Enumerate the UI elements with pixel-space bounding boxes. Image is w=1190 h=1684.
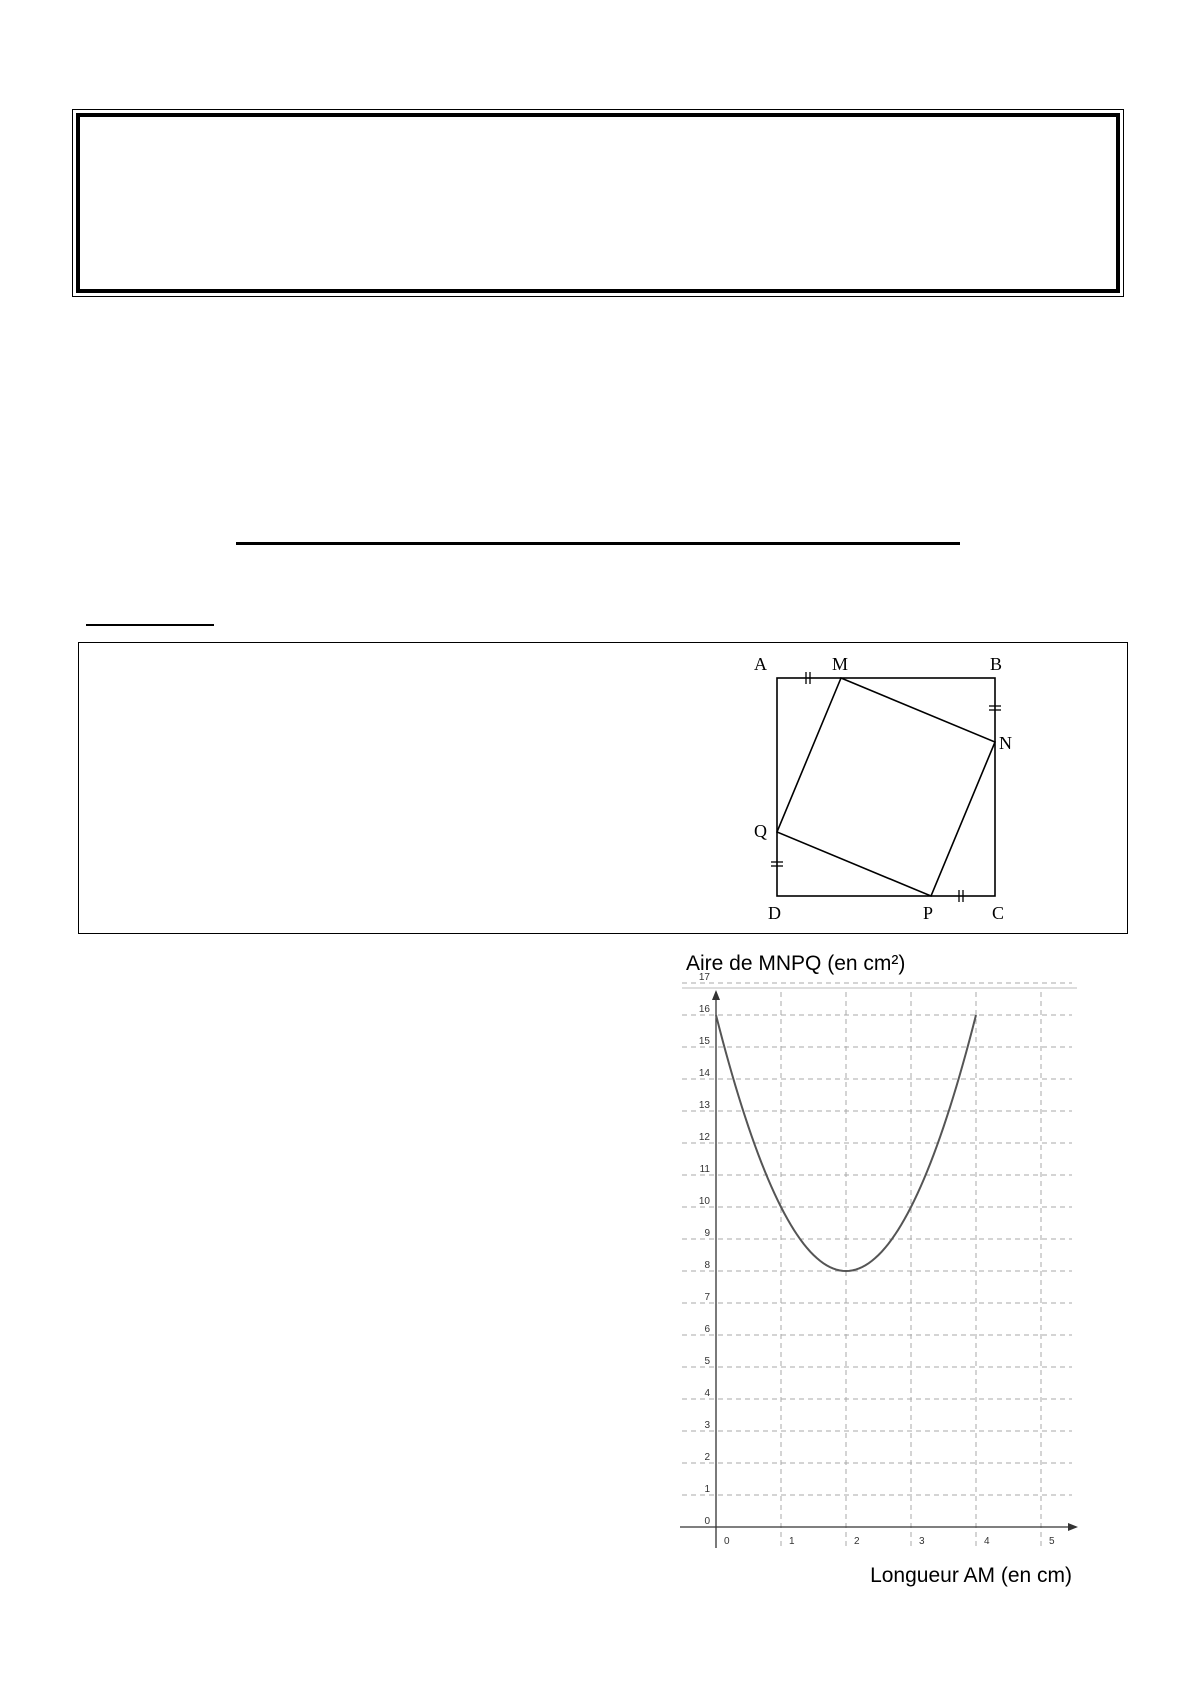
- y-tick-label: 14: [698, 1068, 710, 1079]
- x-tick-label: 2: [854, 1536, 860, 1547]
- area-chart: [672, 948, 1082, 1594]
- x-tick-label: 0: [724, 1536, 730, 1547]
- y-tick-label: 15: [698, 1036, 710, 1047]
- x-tick-label: 1: [789, 1536, 795, 1547]
- y-tick-label: 11: [699, 1164, 710, 1175]
- label-q: Q: [754, 821, 767, 841]
- y-tick-label: 0: [704, 1516, 710, 1527]
- x-axis-arrow: [1068, 1523, 1078, 1531]
- header-box: [76, 113, 1120, 293]
- x-tick-label: 4: [984, 1536, 990, 1547]
- y-tick-label: 6: [704, 1324, 710, 1335]
- x-tick-labels: [724, 1536, 1055, 1547]
- square-abcd: [777, 678, 995, 896]
- label-m: M: [832, 654, 849, 674]
- label-a: A: [754, 654, 767, 674]
- y-tick-label: 8: [704, 1260, 710, 1271]
- label-d: D: [768, 903, 781, 923]
- x-tick-label: 5: [1049, 1536, 1055, 1547]
- label-c: C: [992, 903, 1005, 923]
- label-p: P: [923, 903, 934, 923]
- chart-title: Aire de MNPQ (en cm²): [686, 952, 906, 975]
- y-tick-label: 17: [698, 972, 710, 983]
- title-underline: [236, 542, 960, 545]
- y-tick-label: 4: [704, 1388, 710, 1399]
- square-mnpq: [777, 678, 995, 896]
- x-tick-label: 3: [919, 1536, 925, 1547]
- y-tick-label: 7: [704, 1292, 710, 1303]
- y-axis-arrow: [712, 990, 720, 1000]
- square-figure: [740, 648, 1040, 933]
- x-axis-label: Longueur AM (en cm): [870, 1564, 1072, 1587]
- section-heading-underline: [86, 624, 214, 626]
- y-tick-label: 5: [704, 1356, 710, 1367]
- label-n: N: [999, 733, 1012, 753]
- chart-grid: [682, 983, 1077, 1548]
- y-tick-label: 12: [698, 1132, 710, 1143]
- y-tick-label: 3: [704, 1420, 710, 1431]
- y-tick-label: 9: [704, 1228, 710, 1239]
- label-b: B: [990, 654, 1003, 674]
- y-tick-labels: [699, 972, 711, 1527]
- chart-axes: [680, 990, 1078, 1548]
- y-tick-label: 1: [704, 1484, 710, 1495]
- y-tick-label: 16: [698, 1004, 710, 1015]
- y-tick-label: 10: [698, 1196, 710, 1207]
- y-tick-label: 2: [704, 1452, 710, 1463]
- y-tick-label: 13: [698, 1100, 710, 1111]
